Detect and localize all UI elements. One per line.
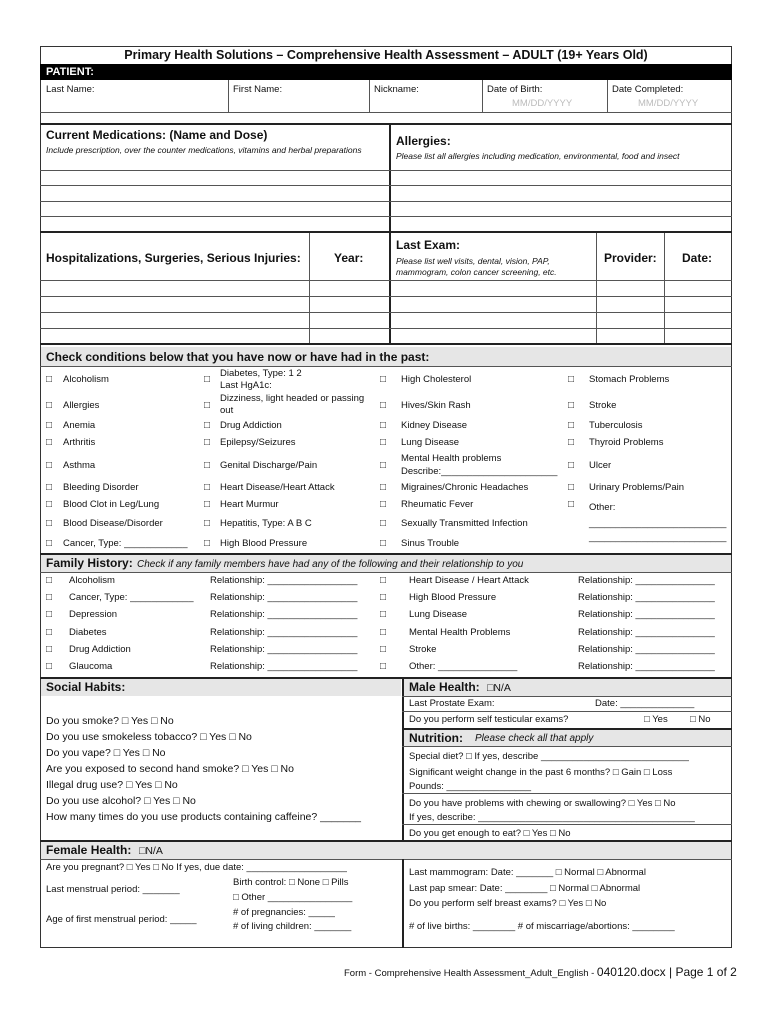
condition-checkbox[interactable]: □ xyxy=(46,499,53,510)
family-checkbox[interactable]: □ xyxy=(46,627,53,638)
condition-checkbox[interactable]: □ xyxy=(46,538,53,549)
social-question: How many times do you use products containing caffeine? _______ xyxy=(46,811,362,823)
condition-label: Describe:______________________ xyxy=(401,466,558,477)
condition-label: Heart Disease/Heart Attack xyxy=(220,482,335,493)
nutrition-question: If yes, describe: _________________________________________ xyxy=(409,812,695,823)
condition-label: __________________________ xyxy=(589,518,727,529)
condition-checkbox[interactable]: □ xyxy=(380,538,387,549)
condition-checkbox[interactable]: □ xyxy=(380,420,387,431)
condition-label: Genital Discharge/Pain xyxy=(220,460,318,471)
family-condition-label: Lung Disease xyxy=(409,609,468,620)
condition-checkbox[interactable]: □ xyxy=(568,482,575,493)
form-title: Primary Health Solutions – Comprehensive Health Assessment – ADULT (19+ Years Old) xyxy=(124,48,648,62)
family-checkbox[interactable]: □ xyxy=(380,627,387,638)
male-health-title: Male Health: xyxy=(409,680,480,694)
condition-label: Cancer, Type: ____________ xyxy=(63,538,188,549)
condition-label: Asthma xyxy=(63,460,96,471)
live-births: # of live births: ________ # of miscarriage/abortions: ________ xyxy=(409,921,675,932)
condition-label: Drug Addiction xyxy=(220,420,282,431)
family-checkbox[interactable]: □ xyxy=(46,592,53,603)
family-checkbox[interactable]: □ xyxy=(380,661,387,672)
condition-checkbox[interactable]: □ xyxy=(380,437,387,448)
nutrition-instructions: Please check all that apply xyxy=(475,733,594,744)
condition-label: Arthritis xyxy=(63,437,96,448)
hospitalizations-title: Hospitalizations, Surgeries, Serious Injuries: xyxy=(46,251,301,265)
condition-checkbox[interactable]: □ xyxy=(204,499,211,510)
female-na-checkbox[interactable]: □N/A xyxy=(139,845,163,857)
condition-label: High Blood Pressure xyxy=(220,538,308,549)
nutrition-question: Significant weight change in the past 6 months? □ Gain □ Loss xyxy=(409,767,673,778)
condition-checkbox[interactable]: □ xyxy=(568,420,575,431)
condition-checkbox[interactable]: □ xyxy=(380,499,387,510)
condition-checkbox[interactable]: □ xyxy=(204,374,211,385)
date-completed-label: Date Completed: xyxy=(612,84,684,95)
condition-label: Mental Health problems xyxy=(401,453,502,464)
family-relationship-field[interactable]: Relationship: _________________ xyxy=(210,575,358,586)
family-checkbox[interactable]: □ xyxy=(46,609,53,620)
family-condition-label: High Blood Pressure xyxy=(409,592,497,603)
family-condition-label: Diabetes xyxy=(69,627,107,638)
provider-header: Provider: xyxy=(604,251,657,265)
condition-label: Rheumatic Fever xyxy=(401,499,474,510)
family-relationship-field[interactable]: Relationship: _______________ xyxy=(578,592,715,603)
family-condition-label: Drug Addiction xyxy=(69,644,131,655)
social-question: Illegal drug use? □ Yes □ No xyxy=(46,779,178,791)
birth-control-question: Birth control: □ None □ Pills xyxy=(233,877,349,888)
family-condition-label: Other: _______________ xyxy=(409,661,518,672)
nutrition-question: Special diet? □ If yes, describe ____________________________ xyxy=(409,751,689,762)
condition-checkbox[interactable]: □ xyxy=(46,400,53,411)
female-health-title: Female Health: xyxy=(46,843,132,857)
condition-checkbox[interactable]: □ xyxy=(204,518,211,529)
condition-checkbox[interactable]: □ xyxy=(46,460,53,471)
dob-label: Date of Birth: xyxy=(487,84,543,95)
allergies-instructions: Please list all allergies including medication, environmental, food and insect xyxy=(396,151,680,161)
condition-label: Dizziness, light headed or passing xyxy=(220,393,365,404)
condition-label: out xyxy=(220,405,234,416)
social-question: Do you use smokeless tobacco? □ Yes □ No xyxy=(46,731,252,743)
condition-checkbox[interactable]: □ xyxy=(568,400,575,411)
condition-checkbox[interactable]: □ xyxy=(204,437,211,448)
family-relationship-field[interactable]: Relationship: _______________ xyxy=(578,627,715,638)
condition-label: Hepatitis, Type: A B C xyxy=(220,518,312,529)
last-menstrual-period: Last menstrual period: _______ xyxy=(46,884,180,895)
nutrition-question: Pounds: ________________ xyxy=(409,781,532,792)
family-condition-label: Cancer, Type: ____________ xyxy=(69,592,194,603)
year-header: Year: xyxy=(334,251,364,265)
social-question: Are you exposed to second hand smoke? □ Yes □ No xyxy=(46,763,294,775)
medications-title: Current Medications: (Name and Dose) xyxy=(46,128,268,142)
condition-checkbox[interactable]: □ xyxy=(46,518,53,529)
condition-label: Anemia xyxy=(63,420,96,431)
pregnancies-count: # of pregnancies: _____ xyxy=(233,907,335,918)
condition-label: Migraines/Chronic Headaches xyxy=(401,482,529,493)
condition-label: Lung Disease xyxy=(401,437,460,448)
condition-label: Tuberculosis xyxy=(589,420,643,431)
social-question: Do you use alcohol? □ Yes □ No xyxy=(46,795,196,807)
condition-checkbox[interactable]: □ xyxy=(46,374,53,385)
family-relationship-field[interactable]: Relationship: _______________ xyxy=(578,661,715,672)
condition-label: Blood Disease/Disorder xyxy=(63,518,163,529)
family-checkbox[interactable]: □ xyxy=(380,644,387,655)
condition-checkbox[interactable]: □ xyxy=(46,420,53,431)
condition-label: Diabetes, Type: 1 2 xyxy=(220,368,302,379)
condition-label: Sexually Transmitted Infection xyxy=(401,518,528,529)
family-checkbox[interactable]: □ xyxy=(46,575,53,586)
family-condition-label: Stroke xyxy=(409,644,437,655)
nutrition-question: Do you have problems with chewing or swallowing? □ Yes □ No xyxy=(409,798,676,809)
condition-checkbox[interactable]: □ xyxy=(568,499,575,510)
footer-form-name: Form - Comprehensive Health Assessment_Adult_English - xyxy=(344,968,597,979)
condition-checkbox[interactable]: □ xyxy=(204,400,211,411)
condition-checkbox[interactable]: □ xyxy=(380,400,387,411)
condition-checkbox[interactable]: □ xyxy=(568,460,575,471)
condition-label: Alcoholism xyxy=(63,374,109,385)
prostate-exam-date[interactable]: Date: ______________ xyxy=(595,698,695,709)
social-habits-title: Social Habits: xyxy=(46,680,126,694)
condition-label: Ulcer xyxy=(589,460,612,471)
nickname-label: Nickname: xyxy=(374,84,419,95)
birth-control-other: □ Other ________________ xyxy=(233,892,353,903)
last-name-label: Last Name: xyxy=(46,84,95,95)
allergies-title: Allergies: xyxy=(396,134,451,148)
family-condition-label: Alcoholism xyxy=(69,575,115,586)
pregnant-question: Are you pregnant? □ Yes □ No If yes, due date: ___________________ xyxy=(46,862,347,873)
condition-label: Hives/Skin Rash xyxy=(401,400,471,411)
condition-label: Blood Clot in Leg/Lung xyxy=(63,499,160,510)
last-exam-instructions: Please list well visits, dental, vision, PAP, mammogram, colon cancer screening, etc. xyxy=(396,256,557,277)
condition-checkbox[interactable]: □ xyxy=(204,420,211,431)
condition-checkbox[interactable]: □ xyxy=(46,437,53,448)
condition-label: Thyroid Problems xyxy=(589,437,664,448)
testicular-yes-checkbox[interactable]: □ Yes xyxy=(644,714,668,725)
condition-label: Stomach Problems xyxy=(589,374,670,385)
family-checkbox[interactable]: □ xyxy=(46,661,53,672)
condition-checkbox[interactable]: □ xyxy=(46,482,53,493)
family-condition-label: Mental Health Problems xyxy=(409,627,511,638)
date-completed-input[interactable]: MM/DD/YYYY xyxy=(638,98,699,109)
family-condition-label: Depression xyxy=(69,609,118,620)
condition-checkbox[interactable]: □ xyxy=(204,482,211,493)
condition-label: Heart Murmur xyxy=(220,499,279,510)
family-relationship-field[interactable]: Relationship: _______________ xyxy=(578,575,715,586)
male-na-checkbox[interactable]: □N/A xyxy=(487,682,511,694)
family-relationship-field[interactable]: Relationship: _______________ xyxy=(578,644,715,655)
last-exam-title: Last Exam: xyxy=(396,238,461,252)
condition-checkbox[interactable]: □ xyxy=(568,437,575,448)
family-history-instructions: Check if any family members have had any of the following and their relationship to you xyxy=(137,559,524,570)
condition-checkbox[interactable]: □ xyxy=(204,460,211,471)
footer-code: 040120.docx xyxy=(596,965,666,979)
testicular-exam-question: Do you perform self testicular exams? xyxy=(409,714,569,725)
condition-label: Sinus Trouble xyxy=(401,538,460,549)
condition-checkbox[interactable]: □ xyxy=(204,538,211,549)
last-mammogram: Last mammogram: Date: _______ □ Normal □ Abnormal xyxy=(409,867,646,878)
condition-label: Urinary Problems/Pain xyxy=(589,482,685,493)
condition-label: High Cholesterol xyxy=(401,374,472,385)
last-pap-smear: Last pap smear: Date: ________ □ Normal □ Abnormal xyxy=(409,883,641,894)
family-condition-label: Glaucoma xyxy=(69,661,113,672)
prostate-exam-label: Last Prostate Exam: xyxy=(409,698,495,709)
family-checkbox[interactable]: □ xyxy=(380,609,387,620)
condition-label: __________________________ xyxy=(589,532,727,543)
condition-checkbox[interactable]: □ xyxy=(380,482,387,493)
condition-label: Bleeding Disorder xyxy=(63,482,139,493)
family-relationship-field[interactable]: Relationship: _________________ xyxy=(210,592,358,603)
family-relationship-field[interactable]: Relationship: _______________ xyxy=(578,609,715,620)
social-question: Do you vape? □ Yes □ No xyxy=(46,747,166,759)
first-name-label: First Name: xyxy=(233,84,283,95)
family-checkbox[interactable]: □ xyxy=(46,644,53,655)
page-footer xyxy=(344,965,737,979)
living-children-count: # of living children: _______ xyxy=(233,921,352,932)
family-relationship-field[interactable]: Relationship: _________________ xyxy=(210,644,358,655)
condition-label: Kidney Disease xyxy=(401,420,468,431)
condition-checkbox[interactable]: □ xyxy=(380,460,387,471)
medications-instructions: Include prescription, over the counter medications, vitamins and herbal preparations xyxy=(46,145,362,155)
condition-checkbox[interactable]: □ xyxy=(380,518,387,529)
conditions-title: Check conditions below that you have now or have had in the past: xyxy=(46,350,430,364)
social-question: Do you smoke? □ Yes □ No xyxy=(46,715,174,727)
condition-checkbox[interactable]: □ xyxy=(380,374,387,385)
patient-bar: PATIENT: xyxy=(40,64,732,80)
family-checkbox[interactable]: □ xyxy=(380,592,387,603)
condition-label: Other: xyxy=(589,502,616,513)
testicular-no-checkbox[interactable]: □ No xyxy=(690,714,711,725)
self-breast-exam: Do you perform self breast exams? □ Yes □ No xyxy=(409,898,607,909)
family-relationship-field[interactable]: Relationship: _________________ xyxy=(210,661,358,672)
nutrition-question: Do you get enough to eat? □ Yes □ No xyxy=(409,828,571,839)
family-relationship-field[interactable]: Relationship: _________________ xyxy=(210,609,358,620)
family-checkbox[interactable]: □ xyxy=(380,575,387,586)
family-relationship-field[interactable]: Relationship: _________________ xyxy=(210,627,358,638)
condition-label: Last HgA1c: xyxy=(220,380,272,391)
condition-label: Stroke xyxy=(589,400,617,411)
family-history-title: Family History: xyxy=(46,556,133,570)
nutrition-title: Nutrition: xyxy=(409,731,463,745)
age-first-menstrual: Age of first menstrual period: _____ xyxy=(46,914,197,925)
condition-label: Epilepsy/Seizures xyxy=(220,437,296,448)
date-header: Date: xyxy=(682,251,713,265)
footer-page: | Page 1 of 2 xyxy=(665,965,737,979)
condition-checkbox[interactable]: □ xyxy=(568,374,575,385)
dob-input[interactable]: MM/DD/YYYY xyxy=(512,98,573,109)
family-condition-label: Heart Disease / Heart Attack xyxy=(409,575,529,586)
condition-label: Allergies xyxy=(63,400,100,411)
